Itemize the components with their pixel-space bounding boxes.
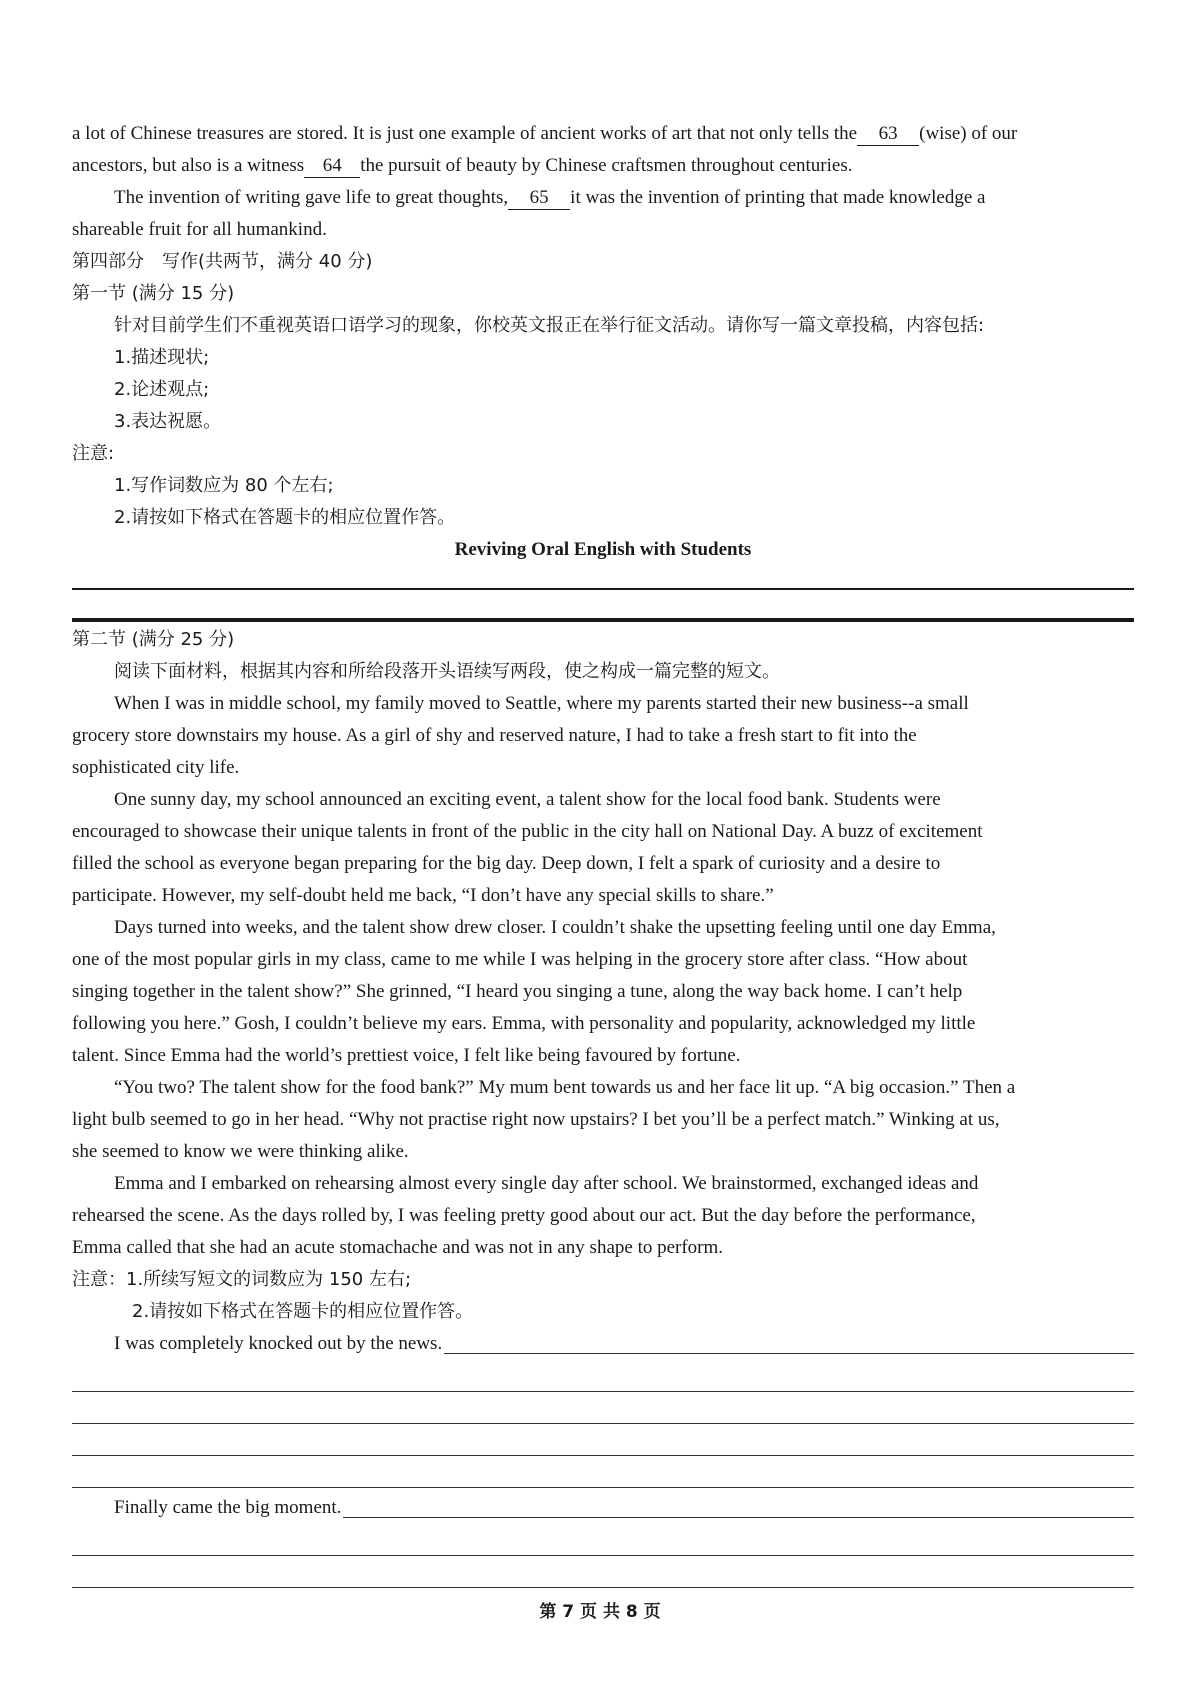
section2-heading: 第二节 (满分 25 分) (72, 629, 235, 650)
cloze-paragraph-2 (72, 182, 1134, 246)
lead-sentence-1 (72, 1328, 1134, 1360)
cloze-text: ancestors, but also is a witness (72, 155, 305, 176)
writing-line (72, 1392, 1134, 1424)
section2-task: 阅读下面材料，根据其内容和所给段落开头语续写两段，使之构成一篇完整的短文。 (114, 661, 780, 682)
writing-line (72, 1456, 1134, 1488)
lead-sentence-2 (72, 1492, 1134, 1524)
story-paragraph-3: Days turned into weeks, and the talent show drew closer. I couldn’t shake the upsetting feeling until one day Emma, one of the most popular girls in my class, came to me while I was helping in the grocery store after class. “How about singing together in the talent show?” She grinned, “I heard you singing a tune, along the way back home. I can’t help following you here.” Gosh, I couldn’t believe my ears. Emma, with personality and popularity, acknowledged my little talent. Since Emma had the world’s prettiest voice, I felt like being favoured by fortune. (72, 917, 996, 1066)
cloze-text: (wise) of our (919, 123, 1018, 144)
section1-task: 针对目前学生们不重视英语口语学习的现象，你校英文报正在举行征文活动。请你写一篇文章投稿，内容包括: (114, 315, 985, 336)
continuation-note-2: 2.请按如下格式在答题卡的相应位置作答。 (132, 1301, 474, 1322)
writing-line (72, 1360, 1134, 1392)
essay-title: Reviving Oral English with Students (454, 539, 752, 560)
cloze-paragraph-1 (72, 118, 1134, 182)
task-item-2: 2.论述观点; (114, 379, 210, 400)
answer-blank-65: 65 (508, 187, 570, 210)
cloze-text: The invention of writing gave life to great thoughts, (114, 187, 509, 208)
cloze-text: shareable fruit for all humankind. (72, 219, 327, 240)
writing-line (72, 1524, 1134, 1556)
writing-line (72, 1556, 1134, 1588)
story-paragraph-1: When I was in middle school, my family moved to Seattle, where my parents started their new business--a small grocery store downstairs my house. As a girl of shy and reserved nature, I had to take a fresh start to fit into the sophisticated city life. (72, 693, 969, 778)
story-paragraph-2: One sunny day, my school announced an exciting event, a talent show for the local food bank. Students were encouraged to showcase their unique talents in front of the public in the city hall on National Day. A buzz of excitement filled the school as everyone began preparing for the big day. Deep down, I felt a spark of curiosity and a desire to participate. However, my self-doubt held me back, “I don’t have any special skills to share.” (72, 789, 983, 906)
writing-line (343, 1495, 1134, 1518)
cloze-text: a lot of Chinese treasures are stored. It is just one example of ancient works of art that not only tells the (72, 123, 858, 144)
lead-text-2: Finally came the big moment. (114, 1497, 342, 1518)
section1-heading: 第一节 (满分 15 分) (72, 283, 235, 304)
cloze-text: it was the invention of printing that made knowledge a (570, 187, 986, 208)
exam-page (72, 118, 1134, 1588)
writing-line (444, 1331, 1134, 1354)
continuation-note-1: 注意：1.所续写短文的词数应为 150 左右; (72, 1269, 412, 1290)
answer-blank-64: 64 (304, 155, 360, 178)
story-paragraph-5: Emma and I embarked on rehearsing almost every single day after school. We brainstormed, exchanged ideas and rehearsed the scene. As the days rolled by, I was feeling pretty good about our act. But the day before the performance, Emma called that she had an acute stomachache and was not in any shape to perform. (72, 1173, 979, 1258)
note-item-1: 1.写作词数应为 80 个左右; (114, 475, 334, 496)
story-paragraph-4: “You two? The talent show for the food bank?” My mum bent towards us and her face lit up. “A big occasion.” Then a light bulb seemed to go in her head. “Why not practise right now upstairs? I bet you’ll be a perfect match.” Winking at us, she seemed to know we were thinking alike. (72, 1077, 1016, 1162)
lead-text-1: I was completely knocked out by the news. (114, 1333, 443, 1354)
answer-blank-63: 63 (857, 123, 919, 146)
task-item-3: 3.表达祝愿。 (114, 411, 222, 432)
part4-heading: 第四部分 写作(共两节，满分 40 分) (72, 251, 373, 272)
note-item-2: 2.请按如下格式在答题卡的相应位置作答。 (114, 507, 456, 528)
cloze-text: the pursuit of beauty by Chinese craftsmen throughout centuries. (360, 155, 853, 176)
writing-line (72, 1424, 1134, 1456)
page-number: 第 7 页 共 8 页 (539, 1602, 661, 1622)
task-item-1: 1.描述现状; (114, 347, 210, 368)
note-label: 注意: (72, 443, 115, 464)
